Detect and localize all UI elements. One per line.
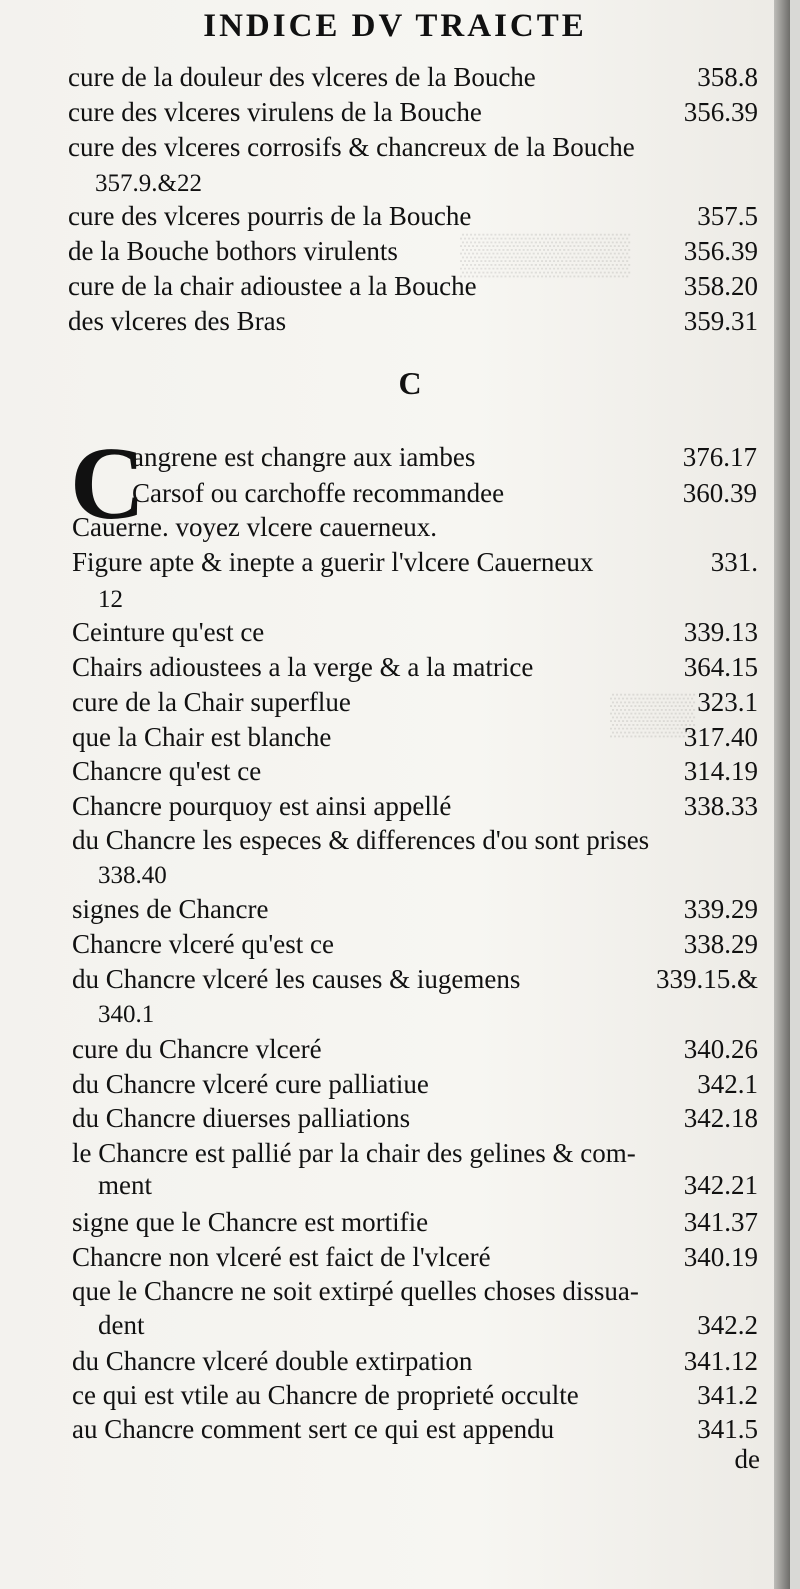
- entry-page-ref: 331.: [710, 547, 758, 577]
- entry-continuation: 338.40: [98, 862, 167, 889]
- entry-text: que le Chancre ne soit extirpé quelles choses dissua-: [72, 1276, 639, 1306]
- entry-text: le Chancre est pallié par la chair des gelines & com-: [72, 1138, 636, 1168]
- entry-text: du Chancre vlceré cure palliatiue: [72, 1069, 429, 1099]
- index-entry: [98, 1166, 758, 1204]
- section-letter: C: [398, 365, 422, 401]
- entry-page-ref: 356.39: [683, 97, 758, 127]
- running-header: INDICE DV TRAICTE: [203, 8, 587, 44]
- entry-page-ref: 364.15: [683, 652, 758, 682]
- entry-page-ref: 323.1: [697, 687, 758, 717]
- entry-text: Ceinture qu'est ce: [72, 617, 265, 647]
- entry-text: cure des vlceres virulens de la Bouche: [68, 97, 482, 127]
- index-entry: [72, 960, 758, 998]
- entry-text: ce qui est vtile au Chancre de proprieté occulte: [72, 1380, 579, 1410]
- catchword-text: de: [734, 1444, 760, 1474]
- entry-page-ref: 341.2: [697, 1380, 758, 1410]
- entry-page-ref: 358.20: [683, 271, 758, 301]
- entry-page-ref: 340.19: [683, 1242, 758, 1272]
- index-entry: [68, 197, 758, 235]
- entry-continuation: 357.9.&22: [95, 170, 202, 197]
- entry-text: cure des vlceres pourris de la Bouche: [68, 201, 472, 231]
- entry-text: cure de la Chair superflue: [72, 687, 351, 717]
- entry-text: Chancre qu'est ce: [72, 756, 262, 786]
- entry-page-ref: 342.21: [683, 1170, 758, 1200]
- bleed-through-shadow: ▒▒▒: [610, 691, 696, 736]
- entry-page-ref: 342.1: [697, 1069, 758, 1099]
- entry-page-ref: 342.18: [683, 1103, 758, 1133]
- entry-page-ref: 357.5: [697, 201, 758, 231]
- entry-page-ref: 341.37: [683, 1207, 758, 1237]
- entry-text: signe que le Chancre est mortifie: [72, 1207, 429, 1237]
- entry-text: signes de Chancre: [72, 894, 269, 924]
- entry-text: du Chancre diuerses palliations: [72, 1103, 411, 1133]
- bleed-through-shadow: ▒▒▒▒▒▒: [460, 231, 631, 276]
- entry-text: cure du Chancre vlceré: [72, 1034, 322, 1064]
- entry-page-ref: 341.5: [697, 1414, 758, 1444]
- entry-text: de la Bouche bothors virulents: [68, 236, 398, 266]
- entry-text: Carsof ou carchoffe recommandee: [132, 478, 505, 508]
- entry-text: Chancre vlceré qu'est ce: [72, 929, 334, 959]
- index-entry: [72, 648, 758, 686]
- index-entry: [72, 1272, 758, 1310]
- index-entry: [72, 543, 758, 581]
- entry-page-ref: 340.26: [683, 1034, 758, 1064]
- entry-page-ref: 339.29: [683, 894, 758, 924]
- entry-page-ref: 341.12: [683, 1346, 758, 1376]
- entry-text: cure de la douleur des vlceres de la Bouche: [68, 62, 536, 92]
- entry-text: Chancre non vlceré est faict de l'vlceré: [72, 1242, 491, 1272]
- entry-text: angrene est changre aux iambes: [132, 442, 476, 472]
- catchword: [700, 1440, 760, 1478]
- entry-text: cure de la chair adioustee a la Bouche: [68, 271, 477, 301]
- index-entry: [68, 267, 758, 305]
- drop-cap: C: [70, 426, 146, 541]
- entry-text: Chancre pourquoy est ainsi appellé: [72, 791, 452, 821]
- index-entry: [68, 58, 758, 96]
- index-entry: [72, 890, 758, 928]
- entry-continuation: 12: [98, 586, 123, 613]
- entry-page-ref: 360.39: [682, 478, 757, 508]
- index-entry: [72, 1203, 758, 1241]
- entry-page-ref: 317.40: [683, 722, 758, 752]
- index-entry: [72, 683, 758, 721]
- index-entry: [72, 1342, 758, 1380]
- index-entry: [68, 232, 758, 270]
- index-entry: [72, 1238, 758, 1276]
- index-entry: [72, 508, 758, 546]
- entry-text: cure des vlceres corrosifs & chancreux de la Bouche: [68, 132, 635, 162]
- index-entry: [68, 93, 758, 131]
- index-entry: [72, 752, 758, 790]
- index-entry: [72, 718, 758, 756]
- entry-text: Chairs adioustees a la verge & a la matrice: [72, 652, 534, 682]
- entry-page-ref: 342.2: [697, 1310, 758, 1340]
- entry-text: ment: [98, 1170, 152, 1200]
- entry-text: que la Chair est blanche: [72, 722, 332, 752]
- entry-page-ref: 314.19: [683, 756, 758, 786]
- index-entry: [98, 1306, 758, 1344]
- entry-page-ref: 339.13: [683, 617, 758, 647]
- index-entry: [72, 787, 758, 825]
- entry-page-ref: 338.33: [683, 791, 758, 821]
- page-binding-edge: [774, 0, 790, 1589]
- entry-text: des vlceres des Bras: [68, 306, 287, 336]
- index-entry: [72, 1099, 758, 1137]
- entry-text: du Chancre vlceré les causes & iugemens: [72, 964, 521, 994]
- index-entry: [132, 438, 757, 476]
- index-entry: [68, 302, 758, 340]
- index-entry: [72, 1065, 758, 1103]
- entry-page-ref: 339.15.&: [655, 964, 758, 994]
- entry-text: au Chancre comment sert ce qui est appendu: [72, 1414, 555, 1444]
- entry-text: du Chancre les especes & differences d'ou sont prises: [72, 825, 650, 855]
- entry-text: du Chancre vlceré double extirpation: [72, 1346, 473, 1376]
- entry-page-ref: 356.39: [683, 236, 758, 266]
- entry-text: Cauerne. voyez vlcere cauerneux.: [72, 512, 438, 542]
- entry-page-ref: 338.29: [683, 929, 758, 959]
- index-entry: [68, 128, 758, 166]
- entry-continuation: 340.1: [98, 1001, 155, 1028]
- entry-page-ref: 376.17: [682, 442, 757, 472]
- index-entry: [132, 474, 757, 512]
- entry-page-ref: 358.8: [697, 62, 758, 92]
- entry-page-ref: 359.31: [683, 306, 758, 336]
- index-entry: [72, 925, 758, 963]
- entry-text: dent: [98, 1310, 145, 1340]
- index-entry: [72, 821, 758, 859]
- index-entry: [72, 613, 758, 651]
- index-entry: [72, 1410, 758, 1448]
- index-entry: [72, 1030, 758, 1068]
- entry-text: Figure apte & inepte a guerir l'vlcere Cauerneux: [72, 547, 594, 577]
- index-entry: [72, 1376, 758, 1414]
